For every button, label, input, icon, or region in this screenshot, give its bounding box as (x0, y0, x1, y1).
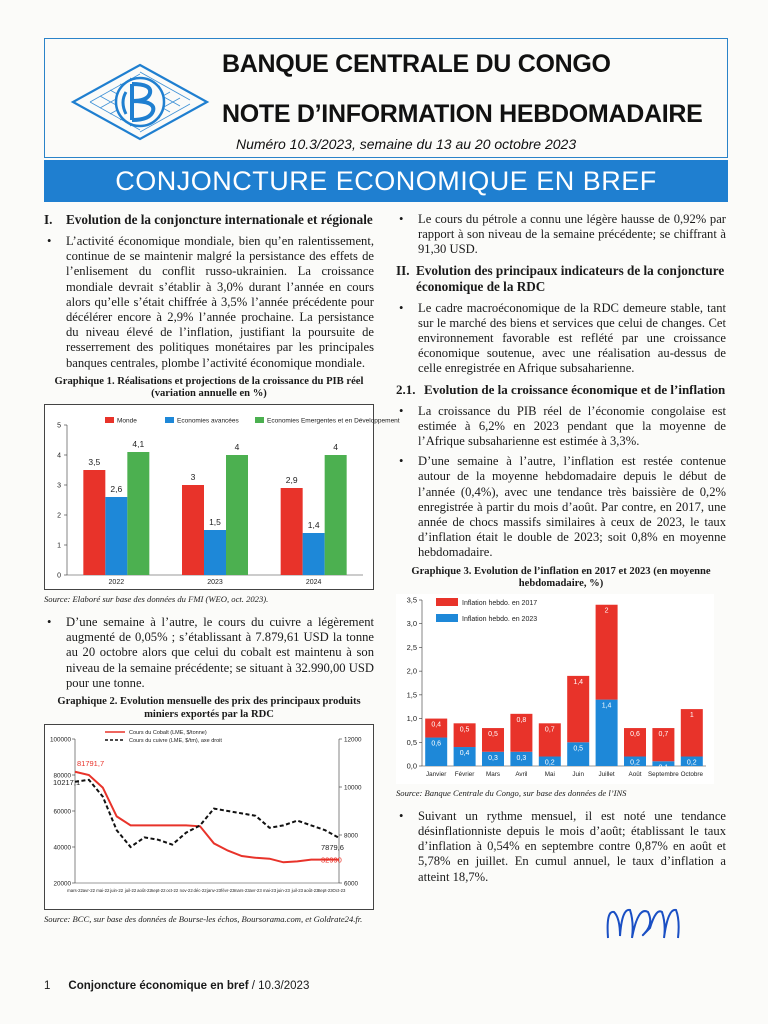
signature-icon (604, 898, 684, 948)
x-tick-label: sept-22 (151, 888, 166, 894)
paragraph (396, 301, 726, 377)
bullet-icon: • (399, 454, 404, 469)
data-label: 1,4 (601, 702, 612, 710)
legend-swatch (255, 417, 264, 423)
x-tick-label: Mai (544, 770, 555, 778)
x-tick-label: janv-23 (206, 888, 221, 894)
x-tick-label: Janvier (426, 770, 447, 778)
paragraph (44, 234, 374, 371)
y-tick-label: 60000 (53, 808, 71, 816)
data-label: 1,5 (209, 516, 221, 527)
y-tick-label: 80000 (53, 772, 71, 780)
legend-swatch (165, 417, 174, 423)
graph-3-source: Source: Banque Centrale du Congo, sur base des données de l’INS (396, 787, 627, 798)
paragraph-text: D’une semaine à l’autre, le cours du cuivre a légèrement augmenté de 0,05% ; s’établissant à 7.879,61 USD la tonne au 20 octobre alors que celui du cobalt est maintenu à son niveau de la semaine précédente; se situant à 32.990,00 USD pour une tonne. (66, 615, 374, 690)
chart-3-svg (396, 594, 714, 784)
footer-issue: / 10.3/2023 (248, 980, 310, 992)
y-tick-label: 20000 (53, 880, 71, 888)
x-tick-label: nov-22 (179, 888, 193, 894)
legend-label: Economies Emergentes et en Développement (267, 417, 400, 425)
x-tick-label: mars-22 (67, 888, 83, 894)
legend-label: Economies avancées (177, 417, 239, 425)
subsection-number: 2.1. (396, 381, 416, 397)
graph-2-source: Source: BCC, sur base des données de Bourse-les échos, Boursorama.com, et Goldrate24.fr. (44, 914, 363, 925)
x-tick-label: avr-22 (82, 888, 95, 894)
y2-tick-label: 10000 (344, 784, 362, 792)
x-tick-label: juil-23 (291, 888, 304, 894)
data-label: 10217,1 (53, 777, 81, 787)
data-label: 0,5 (573, 744, 584, 752)
x-tick-label: Avril (515, 770, 528, 778)
graph-1-source: Source: Elaboré sur base des données du FMI (WEO, oct. 2023). (44, 593, 269, 604)
data-label: 4 (234, 441, 240, 452)
bullet-icon: • (399, 808, 404, 823)
x-tick-label: mars-23 (233, 888, 250, 894)
x-tick-label: 2023 (207, 578, 223, 586)
chart-1-svg (45, 405, 400, 589)
y-tick-label: 40000 (53, 844, 71, 852)
x-tick-label: juil-22 (124, 888, 137, 894)
legend-swatch (436, 614, 458, 622)
bank-name: BANQUE CENTRALE DU CONGO (222, 50, 611, 78)
legend-swatch (436, 598, 458, 606)
x-tick-label: Août (628, 770, 642, 778)
x-tick-label: oct-22 (166, 888, 179, 894)
y-tick-label: 0,0 (406, 761, 417, 771)
bullet-icon: • (47, 234, 52, 248)
x-tick-label: févr-23 (221, 888, 235, 894)
x-tick-label: Juin (572, 770, 584, 778)
bullet-icon: • (47, 615, 52, 630)
left-column (44, 212, 400, 935)
x-tick-label: 2024 (305, 578, 322, 586)
section-1-title (44, 212, 374, 228)
data-label: 0,4 (459, 749, 470, 757)
bar (281, 488, 303, 575)
paragraph-text: Le cadre macroéconomique de la RDC demeure stable, tant sur le marché des biens et services que celui de changes. Cet environnement favorable est reflété par une croissance économique soutenue, avec une réalisation au-dessus de celle enregistrée en Afrique subsaharienne. (418, 300, 726, 376)
bar (303, 533, 325, 575)
note-title: NOTE D’INFORMATION HEBDOMADAIRE (222, 100, 703, 128)
y-tick-label: 5 (57, 422, 61, 430)
x-tick-label: Sept-23 (317, 888, 333, 894)
x-tick-label: juin-23 (276, 888, 290, 894)
graph-3-title: Graphique 3. Evolution de l’inflation en 2017 et 2023 (en moyenne hebdomadaire, %) (411, 565, 711, 590)
legend-label: Inflation hebdo. en 2017 (462, 599, 538, 607)
bullet-icon: • (399, 300, 404, 315)
data-label: 3,5 (88, 456, 101, 467)
section-number: II. (396, 262, 410, 278)
section-2-title (396, 263, 726, 295)
y2-tick-label: 12000 (344, 736, 362, 744)
section-banner: CONJONCTURE ECONOMIQUE EN BREF (44, 160, 728, 202)
y-tick-label: 0 (57, 572, 61, 580)
chart-3 (396, 594, 714, 784)
bar (596, 604, 618, 699)
data-label: 32990 (321, 855, 342, 865)
footer (44, 980, 309, 992)
legend-label: Inflation hebdo. en 2023 (462, 615, 538, 623)
paragraph-text: D’une semaine à l’autre, l’inflation est restée contenue autour de la moyenne hebdomadaire depuis le début de l’année (0,4%), avec une tendance très baissière de 0,2% enregistrée à partir du mois d’août. Par contre, en 2017, une année de chocs massifs similaires à ceux de 2023, le taux d’inflation était le double de 2023; soit 0,8% en moyenne hebdomadaire. (418, 454, 726, 560)
data-label: 0,8 (516, 716, 527, 724)
legend-label: Cours du Cobalt (LME, $/tonne) (129, 730, 207, 737)
bar (226, 455, 248, 575)
data-label: 0,3 (488, 754, 498, 762)
bullet-icon: • (399, 403, 404, 418)
paragraph (396, 454, 726, 560)
data-label: 0,2 (544, 759, 555, 767)
y-tick-label: 1 (57, 542, 61, 550)
bar (127, 452, 149, 575)
bar (83, 470, 105, 575)
data-label: 0,3 (516, 754, 527, 762)
data-label: 0,6 (431, 740, 442, 748)
y-tick-label: 3,0 (406, 618, 417, 628)
paragraph-text: Le cours du pétrole a connu une légère hausse de 0,92% par rapport à son niveau de la semaine précédente; se chiffrant à 91,30 USD. (418, 212, 726, 257)
y-tick-label: 1,5 (406, 690, 417, 700)
x-tick-label: juin-22 (110, 888, 124, 894)
paragraph (396, 809, 726, 885)
x-tick-label: Mars (486, 770, 500, 778)
y-tick-label: 4 (57, 452, 61, 460)
data-label: 0,5 (488, 730, 498, 738)
data-label: 0,4 (431, 721, 442, 729)
x-tick-label: Octobre (680, 770, 704, 778)
legend-label: Monde (117, 417, 137, 425)
x-tick-label: août-22 (137, 888, 152, 894)
y2-tick-label: 6000 (344, 880, 359, 888)
bar (105, 497, 127, 575)
section-title-text: Evolution des principaux indicateurs de la conjoncture économique de la RDC (416, 262, 725, 294)
data-label: 4 (333, 441, 339, 452)
page-number: 1 (44, 980, 51, 992)
chart-2-svg (45, 725, 373, 909)
x-tick-label: déc-22 (193, 888, 207, 894)
legend-swatch (105, 417, 114, 423)
data-label: 0,6 (630, 730, 640, 738)
legend-label: Cours du cuivre (LME, $/tm), axe droit (129, 738, 222, 745)
bcc-logo-icon (70, 62, 210, 142)
section-number: I. (44, 212, 53, 227)
y-tick-label: 2,5 (406, 642, 417, 652)
paragraph (44, 615, 374, 691)
x-tick-label: 2022 (108, 578, 125, 586)
data-label: 0,7 (544, 725, 555, 733)
bullet-icon: • (399, 212, 404, 226)
chart-2 (44, 724, 374, 910)
data-label: 1 (689, 711, 694, 719)
x-tick-label: mai-22 (96, 888, 110, 894)
bar (182, 485, 204, 575)
bar (204, 530, 226, 575)
data-label: 2 (604, 607, 609, 615)
footer-title: Conjoncture économique en bref (68, 980, 249, 992)
data-label: 2,6 (110, 483, 123, 494)
y-tick-label: 0,5 (406, 737, 417, 747)
x-tick-label: Oct-23 (332, 888, 346, 894)
y-tick-label: 1,0 (406, 713, 417, 723)
right-column (396, 212, 726, 890)
graph-2-title: Graphique 2. Evolution mensuelle des prix des principaux produits miniers exportés par la RDC (57, 696, 361, 720)
x-tick-label: mai-23 (262, 888, 277, 894)
data-label: 4,1 (132, 438, 145, 449)
data-label: 81791,7 (77, 758, 105, 768)
x-tick-label: avr-23 (249, 888, 262, 894)
paragraph (396, 212, 726, 258)
y-tick-label: 2,0 (406, 666, 417, 676)
data-label: 3 (190, 471, 196, 482)
data-label: 2,9 (285, 474, 298, 485)
x-tick-label: Septembre (647, 770, 679, 778)
data-label: 0,2 (630, 759, 640, 767)
data-label: 1,4 (307, 519, 320, 530)
data-label: 7879,6 (321, 842, 344, 852)
data-label: 0,5 (459, 725, 470, 733)
data-label: 0,2 (686, 759, 697, 767)
data-label: 1,4 (573, 678, 584, 686)
y-tick-label: 100000 (49, 736, 71, 744)
data-label: 0,7 (658, 730, 669, 738)
chart-1 (44, 404, 400, 590)
x-tick-label: Juillet (598, 770, 615, 778)
x-tick-label: Février (454, 770, 475, 778)
paragraph-text: L’activité économique mondiale, bien qu’en ralentissement, continue de se maintenir malgré la persistance des effets de l’enlisement du conflit russo-ukrainien. La croissance mondiale devrait s’établir à 3,0% durant l’année en cours alors qu’elle s’était chiffrée à 3,5% l’année précédente pour décélérer encore à 2,9% l’année prochaine. La persistance du niveau élevé de l’inflation, justifiant la poursuite de resserrement des politiques monétaires par les principales banques centrales, plombe l’activité économique mondiale. (66, 234, 374, 370)
paragraph-text: Suivant un rythme mensuel, il est noté une tendance désinflationniste depuis le mois d’août; établissant le taux d’inflation à 0,54% en septembre contre 0,87% en août et 5,78% en juillet. En cumul annuel, le taux d’inflation a atteint 18,7%. (418, 808, 726, 884)
paragraph-text: La croissance du PIB réel de l’économie congolaise est estimée à 6,2% en 2023 pendant que la moyenne de l’Afrique subsaharienne est estimée à 3,3%. (418, 403, 726, 449)
subsection-title-text: Evolution de la croissance économique et de l’inflation (424, 381, 726, 397)
bar (325, 455, 347, 575)
subsection-2-1-title (396, 382, 726, 398)
paragraph (396, 404, 726, 450)
x-tick-label: août-23 (303, 888, 319, 894)
graph-1-title: Graphique 1. Réalisations et projections de la croissance du PIB réel (variation annuelle en %) (54, 375, 364, 400)
y-tick-label: 2 (57, 512, 61, 520)
y-tick-label: 3 (57, 482, 61, 490)
issue-line: Numéro 10.3/2023, semaine du 13 au 20 octobre 2023 (236, 136, 577, 152)
section-title-text: Evolution de la conjoncture internationale et régionale (66, 212, 373, 227)
data-label: 0,1 (658, 763, 669, 771)
y2-tick-label: 8000 (344, 832, 359, 840)
y-tick-label: 3,5 (406, 595, 417, 605)
